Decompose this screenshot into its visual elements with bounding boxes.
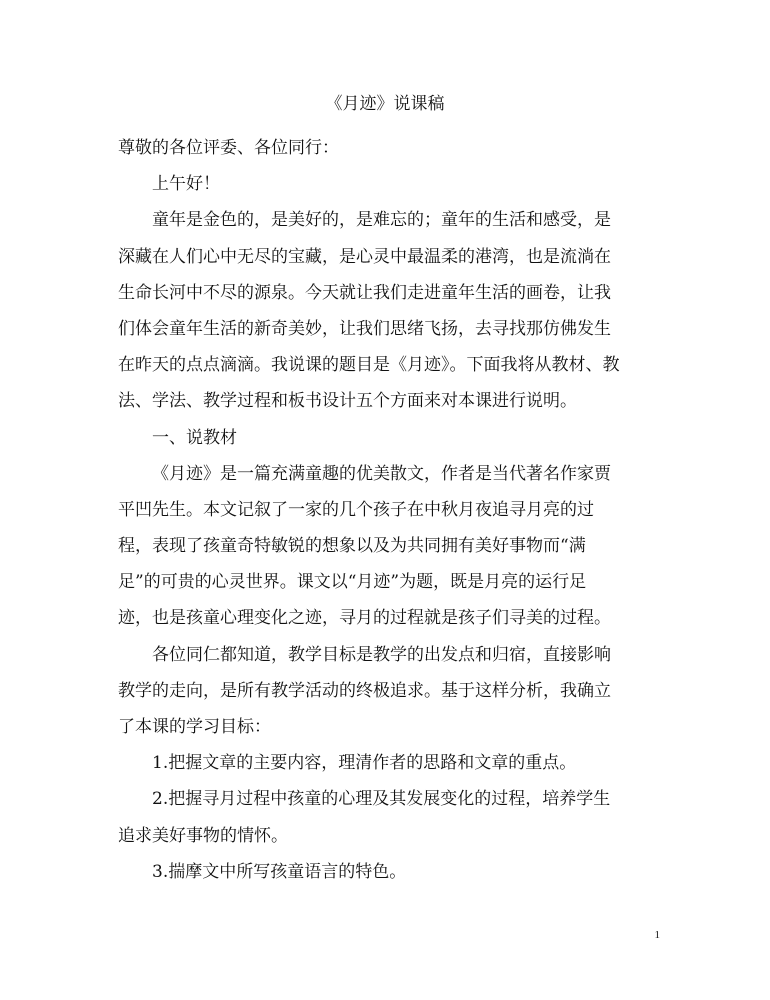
text-line: 上午好！ — [152, 174, 220, 195]
document-title: 《月迹》说课稿 — [325, 94, 445, 114]
text-line: 迹，也是孩童心理变化之迹，寻月的过程就是孩子们寻美的过程。 — [118, 608, 611, 629]
text-line: 们体会童年生活的新奇美妙，让我们思绪飞扬，去寻找那仿佛发生 — [118, 318, 611, 339]
text-line: 在昨天的点点滴滴。我说课的题目是《月迹》。下面我将从教材、教 — [118, 355, 620, 376]
page-number: 1 — [654, 929, 660, 941]
text-line: 深藏在人们心中无尽的宝藏，是心灵中最温柔的港湾，也是流淌在 — [118, 246, 611, 267]
text-line: 生命长河中不尽的源泉。今天就让我们走进童年生活的画卷，让我 — [118, 282, 611, 303]
text-line: 一、说教材 — [152, 427, 237, 448]
text-line: 童年是金色的，是美好的，是难忘的；童年的生活和感受，是 — [152, 210, 611, 231]
text-line: 《月迹》是一篇充满童趣的优美散文，作者是当代著名作家贾 — [152, 463, 611, 484]
document-body — [118, 130, 658, 890]
text-line: 各位同仁都知道，教学目标是教学的出发点和归宿，直接影响 — [152, 644, 611, 665]
text-line: 2.把握寻月过程中孩童的心理及其发展变化的过程，培养学生 — [152, 789, 611, 810]
text-line: 教学的走向，是所有教学活动的终极追求。基于这样分析，我确立 — [118, 680, 611, 701]
text-line: 足”的可贵的心灵世界。课文以“月迹”为题，既是月亮的运行足 — [118, 572, 587, 593]
text-line: 1.把握文章的主要内容，理清作者的思路和文章的重点。 — [152, 753, 577, 774]
text-line: 3.揣摩文中所写孩童语言的特色。 — [152, 861, 407, 882]
text-line: 程，表现了孩童奇特敏锐的想象以及为共同拥有美好事物而“满 — [118, 536, 586, 557]
text-line: 了本课的学习目标： — [118, 717, 271, 737]
text-line: 法、学法、教学过程和板书设计五个方面来对本课进行说明。 — [118, 391, 577, 412]
text-line: 追求美好事物的情怀。 — [118, 825, 288, 846]
text-line: 平凹先生。本文记叙了一家的几个孩子在中秋月夜追寻月亮的过 — [118, 499, 594, 520]
text-line: 尊敬的各位评委、各位同行： — [118, 138, 339, 158]
